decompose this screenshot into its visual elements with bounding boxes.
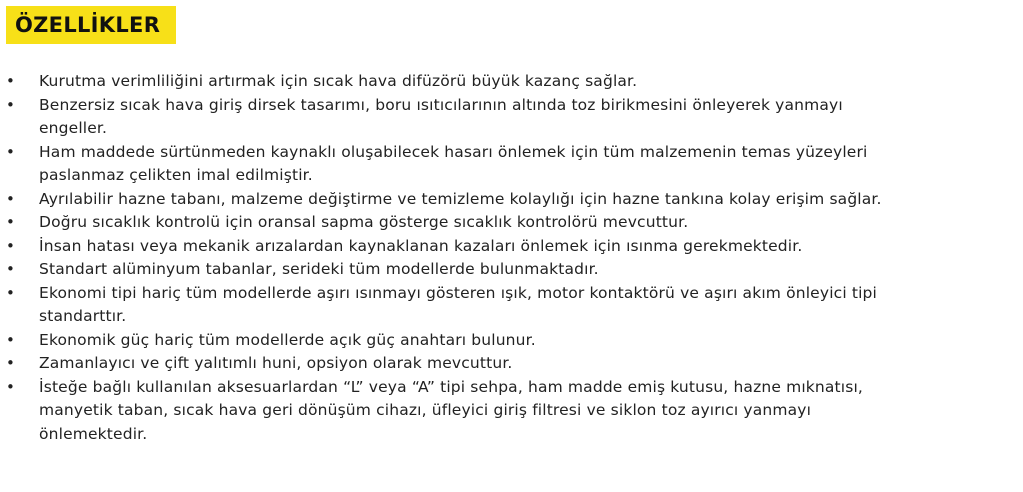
- bullet-icon: •: [6, 142, 15, 161]
- feature-text: Ekonomik güç hariç tüm modellerde açık güç anahtarı bulunur.: [39, 330, 536, 349]
- bullet-icon: •: [6, 330, 15, 349]
- section-title-badge: [6, 6, 176, 44]
- feature-item: [0, 188, 1023, 212]
- bullet-icon: •: [6, 213, 15, 231]
- bullet-icon: •: [6, 72, 15, 90]
- section-title: ÖZELLİKLER: [15, 13, 161, 37]
- bullet-icon: •: [6, 377, 15, 396]
- feature-item: [0, 70, 1023, 94]
- feature-text: Ham maddede sürtünmeden kaynaklı oluşabilecek hasarı önlemek için tüm malzemenin temas yüzeyleri paslanmaz çelikten imal edilmiştir.: [39, 142, 868, 184]
- feature-item: [0, 329, 1023, 353]
- feature-item: [0, 94, 1023, 141]
- bullet-icon: •: [6, 189, 15, 208]
- feature-text: Kurutma verimliliğini artırmak için sıcak hava difüzörü büyük kazanç sağlar.: [39, 72, 638, 90]
- bullet-icon: •: [6, 283, 15, 302]
- feature-item: [0, 235, 1023, 259]
- feature-text: Zamanlayıcı ve çift yalıtımlı huni, opsiyon olarak mevcuttur.: [39, 354, 513, 372]
- feature-item: [0, 376, 1023, 447]
- feature-item: [0, 141, 1023, 188]
- feature-item: [0, 258, 1023, 282]
- feature-item: [0, 352, 1023, 376]
- feature-text: Doğru sıcaklık kontrolü için oransal sapma gösterge sıcaklık kontrolörü mevcuttur.: [39, 213, 689, 231]
- feature-text: İsteğe bağlı kullanılan aksesuarlardan “L” veya “A” tipi sehpa, ham madde emiş kutusu, hazne mıknatısı, manyetik taban, sıcak hava geri dönüşüm cihazı, üfleyici giriş filtresi ve siklon toz ayırıcı yanmayı önlemektedir.: [39, 377, 863, 443]
- bullet-icon: •: [6, 95, 15, 114]
- features-list: [0, 70, 1023, 446]
- bullet-icon: •: [6, 260, 15, 278]
- bullet-icon: •: [6, 236, 15, 255]
- feature-text: Standart alüminyum tabanlar, serideki tüm modellerde bulunmaktadır.: [39, 260, 599, 278]
- feature-item: [0, 211, 1023, 235]
- feature-text: İnsan hatası veya mekanik arızalardan kaynaklanan kazaları önlemek için ısınma gerekmektedir.: [39, 236, 803, 255]
- feature-text: Ekonomi tipi hariç tüm modellerde aşırı ısınmayı gösteren ışık, motor kontaktörü ve aşırı akım önleyici tipi standarttır.: [39, 283, 877, 325]
- feature-text: Ayrılabilir hazne tabanı, malzeme değiştirme ve temizleme kolaylığı için hazne tankına kolay erişim sağlar.: [39, 189, 882, 208]
- feature-text: Benzersiz sıcak hava giriş dirsek tasarımı, boru ısıtıcılarının altında toz birikmesini önleyerek yanmayı engeller.: [39, 95, 843, 137]
- feature-item: [0, 282, 1023, 329]
- bullet-icon: •: [6, 354, 15, 372]
